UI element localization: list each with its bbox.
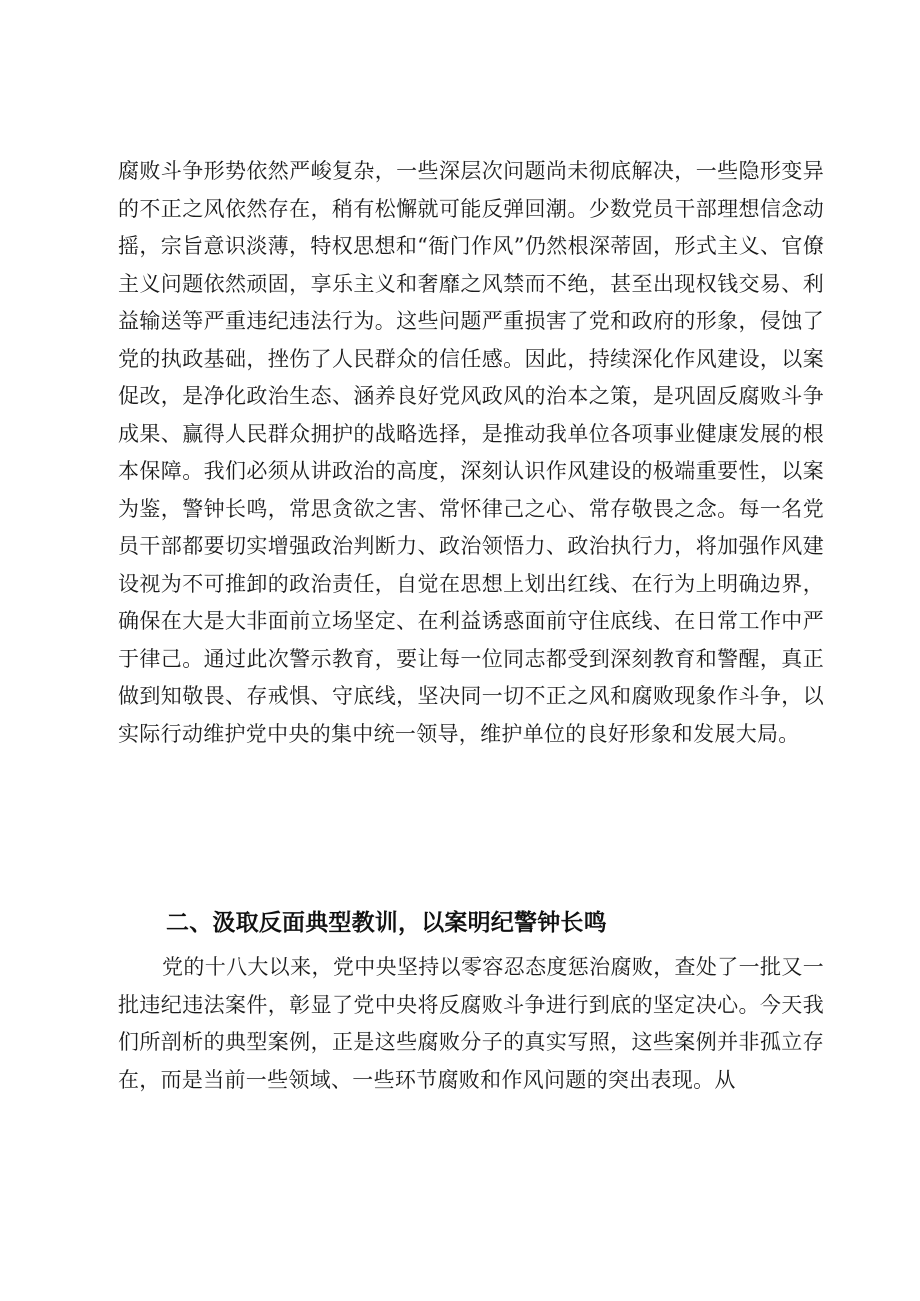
body-paragraph: 腐败斗争形势依然严峻复杂，一些深层次问题尚未彻底解决，一些隐形变异的不正之风依然存在，稍有松懈就可能反弹回潮。少数党员干部理想信念动摇，宗旨意识淡薄，特权思想和“衙门作风”仍然根深蒂固，形式主义、官僚主义问题依然顽固，享乐主义和奢靡之风禁而不绝，甚至出现权钱交易、利益输送等严重违纪违法行为。这些问题严重损害了党和政府的形象，侵蚀了党的执政基础，挫伤了人民群众的信任感。因此，持续深化作风建设，以案促改，是净化政治生态、涵养良好党风政风的治本之策，是巩固反腐败斗争成果、赢得人民群众拥护的战略选择，是推动我单位各项事业健康发展的根本保障。我们必须从讲政治的高度，深刻认识作风建设的极端重要性，以案为鉴，警钟长鸣，常思贪欲之害、常怀律己之心、常存敬畏之念。每一名党员干部都要切实增强政治判断力、政治领悟力、政治执行力，将加强作风建设视为不可推卸的政治责任，自觉在思想上划出红线、在行为上明确边界，确保在大是大非面前立场坚定、在利益诱惑面前守住底线、在日常工作中严于律己。通过此次警示教育，要让每一位同志都受到深刻教育和警醒，真正做到知敬畏、存戒惧、守底线，坚决同一切不正之风和腐败现象作斗争，以实际行动维护党中央的集中统一领导，维护单位的良好形象和发展大局。 xyxy=(118,159,824,746)
body-paragraph: 党的十八大以来，党中央坚持以零容忍态度惩治腐败，查处了一批又一批违纪违法案件，彰显了党中央将反腐败斗争进行到底的坚定决心。今天我们所剖析的典型案例，正是这些腐败分子的真实写照，这些案例并非孤立存在，而是当前一些领域、一些环节腐败和作风问题的突出表现。从 xyxy=(118,955,824,1092)
section-heading: 二、汲取反面典型教训，以案明纪警钟长鸣 xyxy=(166,910,607,936)
